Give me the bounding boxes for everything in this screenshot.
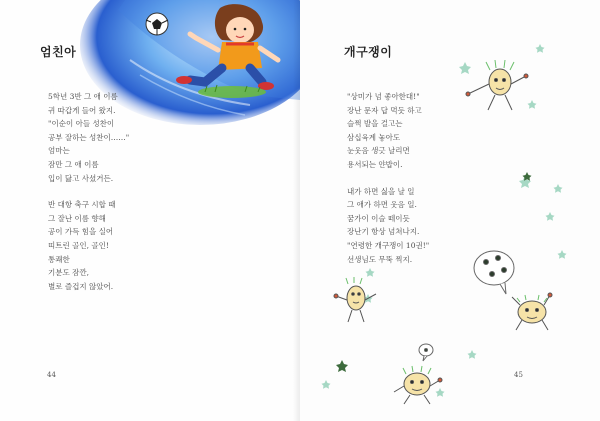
poem-line: 통쾌한 — [48, 254, 70, 264]
bug-creature-icon — [512, 293, 552, 330]
right-page — [300, 0, 600, 421]
doodle-illustration — [300, 0, 600, 421]
poem-line: "연령한 개구쟁이 10권!" — [347, 240, 430, 250]
grass-patch — [198, 86, 266, 98]
poem-line: 그 잘난 이름 향해 — [48, 213, 106, 223]
bug-creature-icon — [394, 366, 442, 404]
poem-line: 그 애가 하면 웃음 일. — [347, 200, 417, 210]
stanza-2 — [347, 185, 429, 267]
poem-line: 눈웃음 생긋 날리면 — [347, 146, 410, 156]
poem-line: 별로 즐겁지 않았어. — [48, 281, 114, 291]
poem-line: 꿈가이 이슬 떼이듯 — [347, 213, 410, 223]
poem-line: 기분도 잠깐, — [48, 268, 89, 278]
soccer-ball-icon — [146, 13, 168, 35]
poem-title: 개구쟁이 — [344, 45, 393, 59]
poem-line: 슬쩍 발을 걸고는 — [347, 119, 403, 129]
poem-line: 귀 따갑게 들어 왔지. — [48, 105, 116, 115]
poem-line: 띠트린 골인, 골인! — [48, 240, 109, 250]
poem-line: "이순이 아들 성찬이 — [48, 119, 115, 129]
poem-line: 삼십육계 놓아도 — [347, 132, 401, 142]
poem-line: 장난기 항상 넘쳐나지. — [347, 227, 420, 237]
soccer-boy-illustration — [0, 0, 300, 130]
poem-line: "상미가 넘 좋아한대!" — [347, 92, 420, 101]
poem-line: 반 대항 축구 시합 때 — [48, 200, 116, 210]
stanza-1 — [347, 90, 429, 172]
poem-body — [347, 90, 429, 279]
poem-line: 용서되는 얀밥이. — [347, 159, 403, 169]
poem-line: 엄마는 — [48, 146, 70, 156]
poem-line: 잠만 그 애 이름 — [48, 159, 99, 169]
stanza-2 — [48, 198, 129, 293]
small-bubble-icon — [419, 344, 433, 361]
page-number: 44 — [47, 371, 56, 379]
poem-line: 내가 하면 싫을 날 일 — [347, 186, 415, 196]
poem-line: 선생님도 무뚝 찍지. — [347, 254, 413, 264]
stanza-1 — [48, 90, 129, 185]
poem-line: 공부 잘하는 성찬이……" — [48, 132, 130, 142]
poem-line: 5학년 3반 그 애 이름 — [48, 92, 118, 101]
poem-title: 엄친아 — [40, 45, 77, 59]
poem-line: 장난 문자 답 먹듯 하고 — [347, 105, 422, 115]
poem-line: 공이 가득 힘을 실어 — [48, 227, 114, 237]
poem-body — [48, 90, 129, 306]
page-number: 45 — [514, 371, 523, 379]
speech-bubble-icon — [474, 251, 514, 294]
poem-line: 입이 닳고 사셨거든. — [48, 173, 114, 183]
bug-creature-icon — [466, 60, 528, 110]
